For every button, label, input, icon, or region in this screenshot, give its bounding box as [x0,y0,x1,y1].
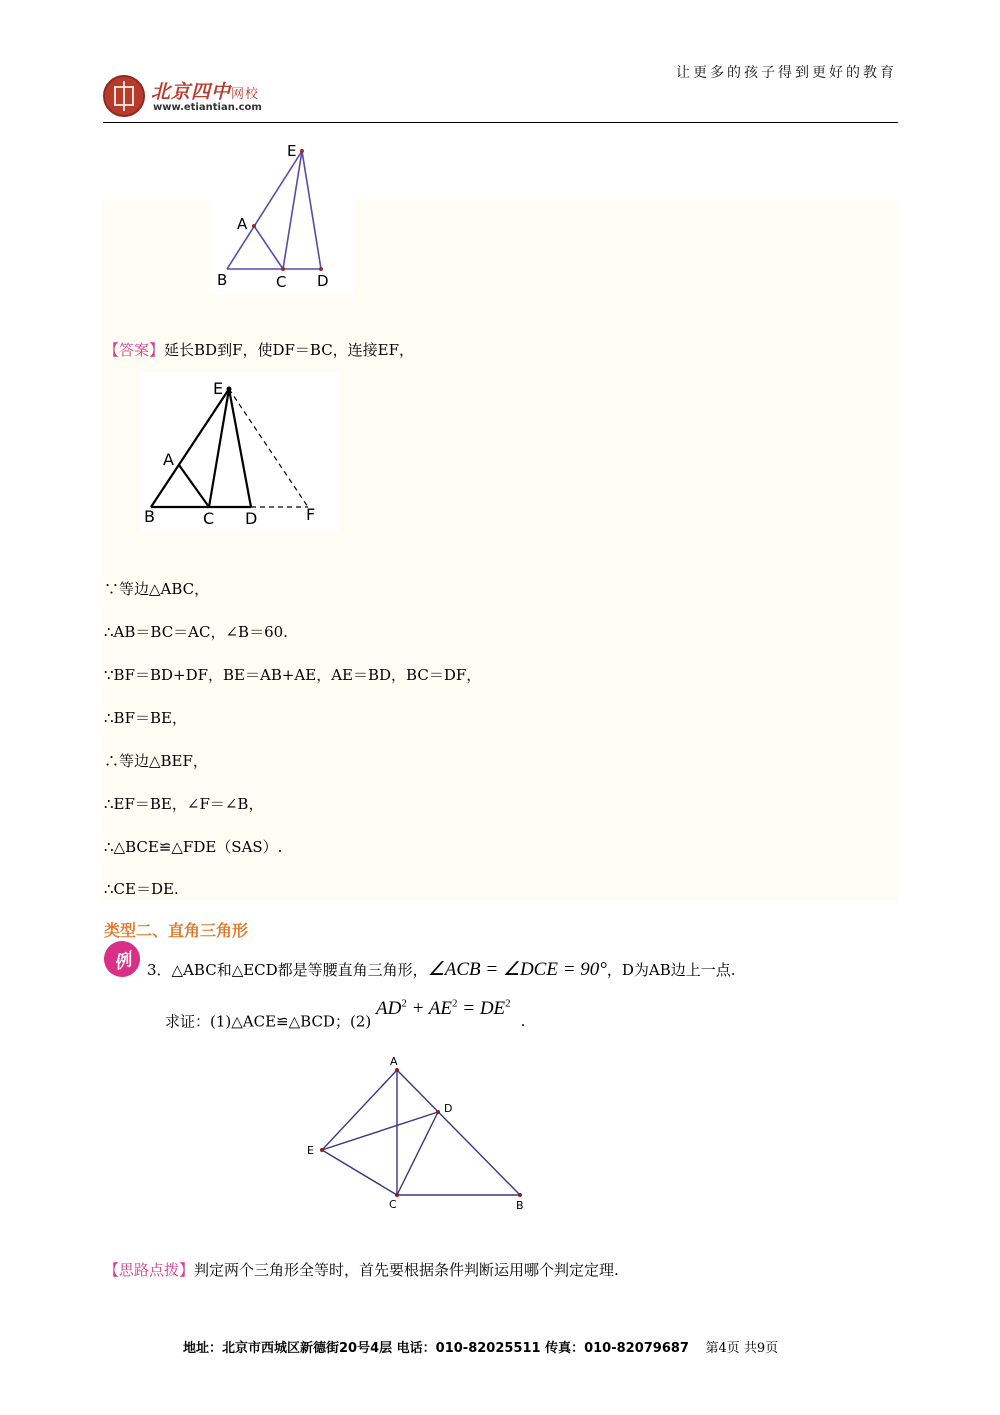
slogan: 让更多的孩子得到更好的教育 [676,65,897,81]
hint-line [104,1259,619,1280]
pythagoras-formula: $AD^2 + AE^2 = DE^2$ [375,998,511,1020]
example-badge-icon: 例 [100,937,144,981]
prove-statement: 求证：(1)△ACE≌△BCD；(2) $AD^2 + AE^2 = DE^2$. [165,998,526,1031]
label-D: D [317,272,329,290]
answer-tag: 【答案】 [104,341,165,359]
proof-line-4: ∴BF＝BE， [104,709,187,727]
proof-line-3: ∵BF＝BD+DF，BE＝AB+AE，AE＝BD，BC＝DF， [104,666,482,684]
footer-address: 地址：北京市西城区新德街20号4层 电话：010-82025511 传真：010-82079687 [183,1341,689,1356]
label-B: B [144,507,155,526]
proof-line-5: ∴等边△BEF， [104,752,208,770]
logo-emblem-icon [103,75,145,117]
proof-line-2: ∴AB＝BC＝AC，∠B＝60. [104,623,288,641]
logo-url: www.etiantian.com [153,102,262,113]
proof-line-1: ∵等边△ABC， [104,580,210,598]
label-E: E [307,1144,314,1157]
label-B: B [516,1199,524,1212]
logo [103,73,283,121]
figure-2-triangle [140,372,340,532]
label-E: E [287,142,297,160]
section-title: 类型二、直角三角形 [104,921,249,940]
proof-line-7: ∴△BCE≌△FDE（SAS）. [104,838,283,856]
label-A: A [163,450,174,469]
answer-line [104,339,414,360]
label-A: A [390,1055,398,1068]
proof-line-8: ∴CE＝DE. [104,880,179,898]
label-D: D [444,1102,453,1115]
label-C: C [389,1198,397,1211]
angle-formula: ∠ACB = ∠DCE = 90° [427,959,607,980]
header-divider [103,122,898,123]
label-A: A [237,215,248,233]
hint-text: 判定两个三角形全等时，首先要根据条件判断运用哪个判定定理. [194,1261,619,1279]
figure-1-triangle [210,140,355,295]
example-statement: 3．△ABC和△ECD都是等腰直角三角形，∠ACB = ∠DCE = 90°，D为AB边上一点. [147,959,736,980]
proof-line-6: ∴EF＝BE，∠F＝∠B， [104,795,264,813]
answer-text: 延长BD到F，使DF＝BC，连接EF， [164,341,415,359]
logo-name: 北京四中网校 [151,81,260,103]
page-number: 第4页 共9页 [705,1341,779,1356]
footer [183,1337,778,1356]
hint-tag: 【思路点拨】 [104,1261,195,1279]
label-F: F [306,505,316,524]
label-D: D [245,509,258,528]
label-C: C [276,273,287,291]
figure-3-right-triangles [300,1050,540,1220]
label-C: C [203,509,215,528]
label-B: B [217,271,228,289]
label-E: E [213,379,224,398]
